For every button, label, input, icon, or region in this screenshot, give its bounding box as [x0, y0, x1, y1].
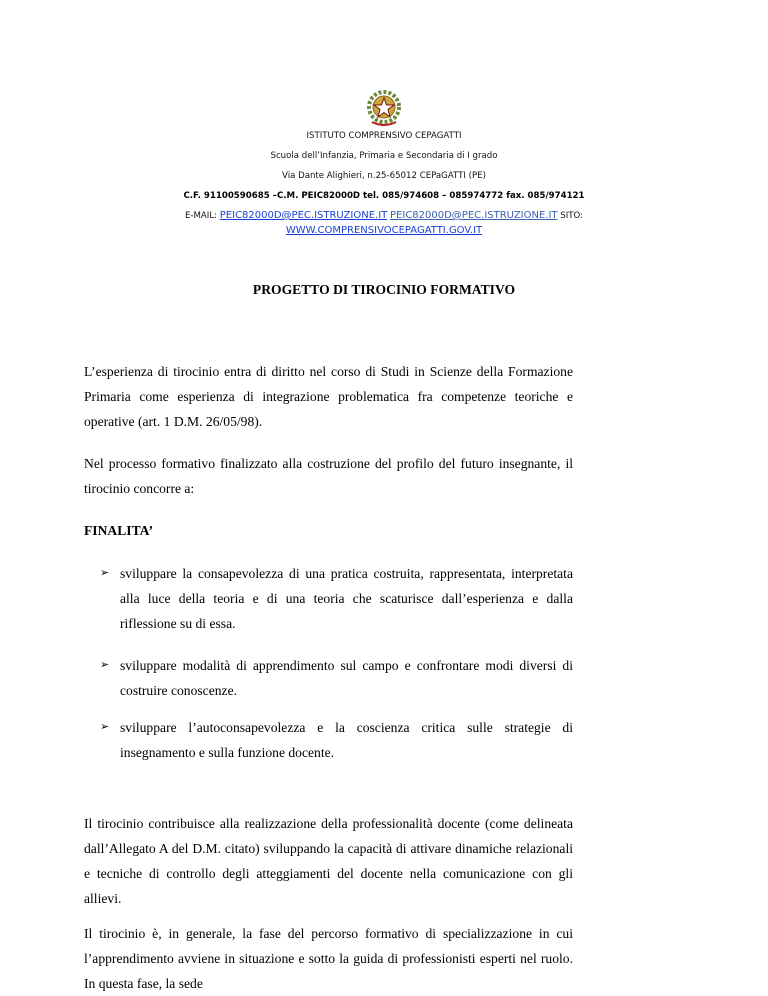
- website-link[interactable]: WWW.COMPRENSIVOCEPAGATTI.GOV.IT: [285, 225, 483, 236]
- email-link-1[interactable]: PEIC82000D@PEC.ISTRUZIONE.IT: [219, 210, 388, 221]
- bullet-text-continued: funzione docente.: [237, 745, 335, 760]
- paragraph-1: L’esperienza di tirocinio entra di diritto nel corso di Studi in Scienze della Formazione Primaria come esperienza di integrazione problematica fra competenze teoriche e operative (art. 1 D.M. 26/05/98).: [84, 364, 573, 429]
- bullet-item-1: [100, 561, 573, 636]
- italian-republic-emblem: [364, 88, 404, 128]
- bullet-item-3: [100, 715, 573, 765]
- school-description: Scuola dell’Infanzia, Primaria e Secondaria di I grado: [270, 151, 498, 161]
- email-label: E-MAIL:: [184, 211, 218, 221]
- contact-line: [0, 210, 768, 222]
- finalita-heading: FINALITA’: [84, 523, 153, 538]
- bullet-text: sviluppare l’autoconsapevolezza e la coscienza critica sulle strategie di insegnamento e sulla: [120, 720, 573, 760]
- arrow-bullet-icon: ➢: [100, 721, 110, 733]
- arrow-bullet-icon: ➢: [100, 659, 110, 671]
- paragraph-3: Il tirocinio contribuisce alla realizzazione della professionalità docente (come delineata dall’Allegato A del D.M. citato) sviluppando la capacità di attivare dinamiche relazionali e tecniche di controllo degli atteggiamenti del docente nella comunicazione con gli allievi.: [84, 816, 573, 906]
- bullet-text: sviluppare la consapevolezza di una pratica costruita, rappresentata, interpretata alla luce: [120, 566, 573, 606]
- arrow-bullet-icon: ➢: [100, 567, 110, 579]
- bullet-text-continued: della teoria e di una teoria che scaturisce dall’esperienza e dalla riflessione su di essa.: [120, 591, 573, 631]
- site-label: SITO:: [560, 211, 584, 221]
- bullet-text: sviluppare modalità di apprendimento sul campo e confrontare modi diversi di costruire: [120, 658, 573, 698]
- paragraph-4: Il tirocinio è, in generale, la fase del percorso formativo di specializzazione in cui l’apprendimento avviene in situazione e sotto la guida di professionisti esperti nel ruolo. In questa fase, la sede: [84, 926, 573, 991]
- institute-name: ISTITUTO COMPRENSIVO CEPAGATTI: [306, 131, 462, 141]
- bullet-item-2: [100, 653, 573, 703]
- school-codes: C.F. 91100590685 –C.M. PEIC82000D tel. 085/974608 – 085974772 fax. 085/974121: [183, 191, 585, 201]
- paragraph-2: Nel processo formativo finalizzato alla costruzione del profilo del futuro insegnante, il tirocinio concorre a:: [84, 456, 573, 496]
- email-link-2[interactable]: PEIC82000D@PEC.ISTRUZIONE.IT: [390, 210, 558, 221]
- document-title: PROGETTO DI TIROCINIO FORMATIVO: [252, 282, 516, 297]
- school-address: Via Dante Alighieri, n.25-65012 CEPaGATTI (PE): [282, 171, 486, 181]
- bullet-text-continued: conoscenze.: [170, 683, 238, 698]
